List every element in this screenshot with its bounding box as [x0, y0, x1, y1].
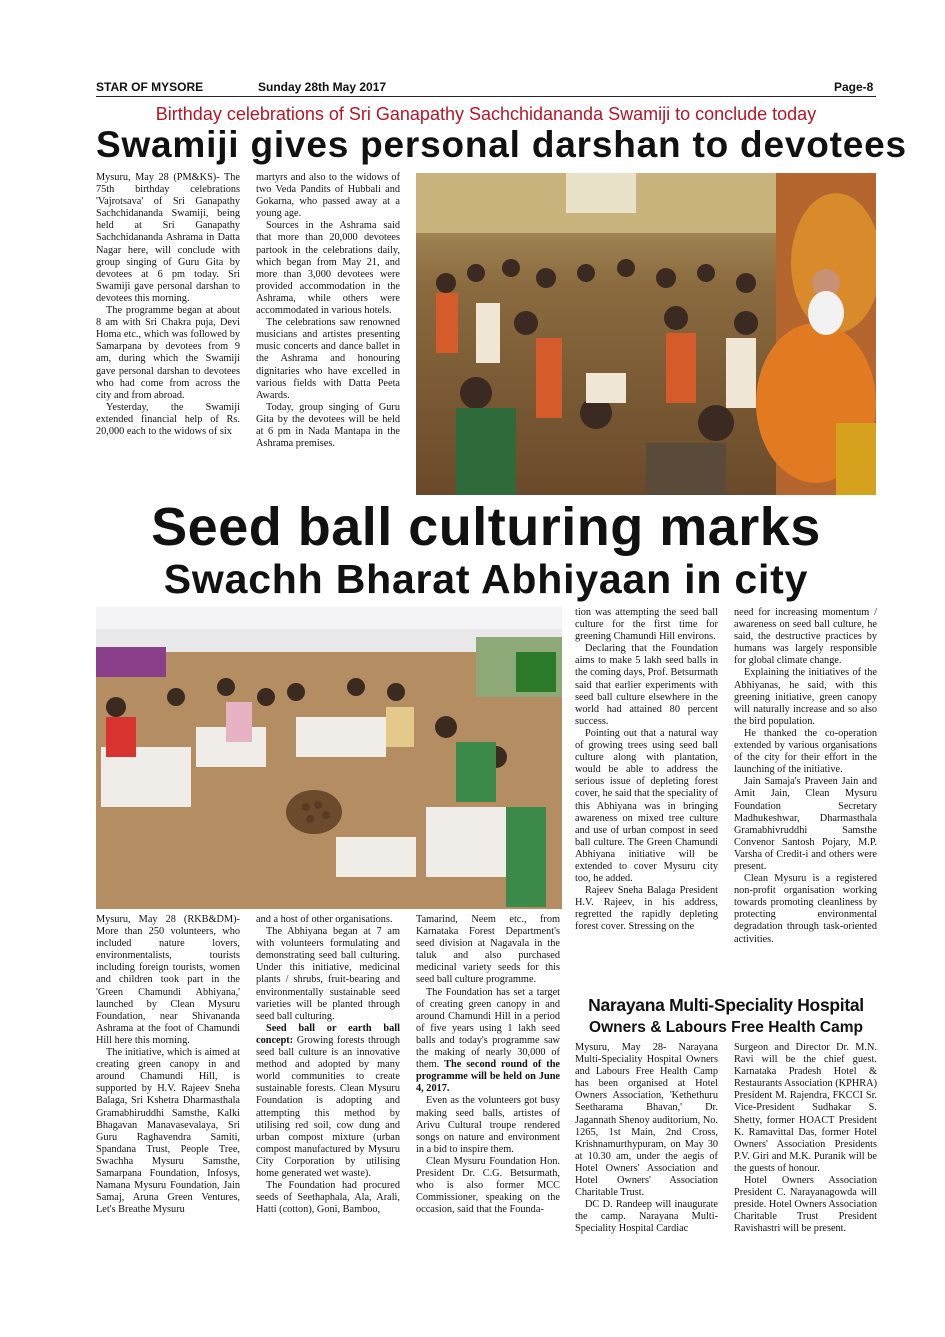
paragraph: Mysuru, May 28- Narayana Multi-Speciality Hospital Owners and Labours Free Health Camp has been organised at Hotel Owners Association, 'Kethethuru Seetharama Bhavan,' Dr. Jagannath Shenoy auditorium, No. 1265, 1st Main, 2nd Cross, Krishnamurthypuram, on May 30 at 10.30 am, under the aegis of Hotel Owners' Association and Hotel Owners' Association Charitable Trust. — [575, 1042, 718, 1199]
paragraph: Clean Mysuru is a registered non-profit organisation working towards promoting cleanliness by protecting environmental degradation through task-oriented activities. — [734, 873, 877, 945]
masthead-rule — [96, 96, 876, 97]
paragraph: and a host of other organisations. — [256, 914, 393, 925]
story2-column-3 — [575, 607, 718, 987]
story2-headline-line1: Seed ball culturing marks — [151, 497, 821, 557]
paragraph: Tamarind, Neem etc., from Karnataka Forest Department's seed division at Nagavala in the taluk and also purchased medicinal variety seeds for this seed ball culture programme. — [416, 914, 560, 986]
story1-column-2 — [256, 172, 400, 494]
story3-column-1 — [575, 1042, 718, 1266]
story3-headline-line2: Owners & Labours Free Health Camp — [589, 1019, 863, 1036]
paragraph: The programme began at about 8 am with Sri Chakra puja, Devi Homa etc., which was followed by Samarpana by devotees from 9 am, during which the Swamiji gave personal darshan to devotees who had come from across the city and from abroad. — [96, 305, 240, 401]
paragraph: The Abhiyana began at 7 am with volunteers formulating and demonstrating seed ball culturing. Under this initiative, medicinal plants / shrubs, fruit-bearing and environmentally sustainable seed varieties will be planted through seed ball culturing. — [256, 926, 400, 1022]
issue-date: Sunday 28th May 2017 — [258, 80, 387, 94]
story1-headline: Swamiji gives personal darshan to devotees — [96, 124, 907, 165]
paragraph: He thanked the co-operation extended by various organisations of the city for their effort in the launching of the initiative. — [734, 727, 877, 776]
story1-kicker: Birthday celebrations of Sri Ganapathy Sachchidananda Swamiji to conclude today — [155, 104, 817, 124]
paragraph: Mysuru, May 28 (PM&KS)- The 75th birthday celebrations 'Vajrotsava' of Sri Ganapathy Sachchidananda Swamiji, being held at Sri Ganapathy Sachchidananda Ashrama in Datta Nagar here, will conclude with group singing of Guru Gita by devotees at 6 pm today. Sri Swamiji gave personal darshan to devotees this morning. — [96, 172, 240, 304]
story2-column-1 — [96, 914, 240, 1264]
story1-column-1 — [96, 172, 240, 494]
paper-name: STAR OF MYSORE — [96, 80, 204, 94]
paragraph: Today, group singing of Guru Gita by the devotees will be held at 6 pm in Nada Mantapa in the Ashrama premises. — [256, 401, 400, 450]
paragraph: Rajeev Sneha Balaga President H.V. Rajeev, in his address, regretted the rapidly depleting forest cover. Stressing on the — [575, 885, 718, 933]
story2-headline-line2: Swachh Bharat Abhiyaan in city — [163, 556, 809, 602]
paragraph: The initiative, which is aimed at creating green canopy in and around Chamundi Hill, is supported by H.V. Rajeev Sneha Balaga, Sri Kshetra Dharmasthala Gramabhiruddhi Samsthe, Kalki Bhagavan Manavasevalaya, Sri Guru Raghavendra Samiti, Spandana Trust, People Tree, Swachha Mysuru Samsthe, Samarpana Foundation, Infosys, Namana Mysuru Foundation, Jain Samaj, Aruna Green Ventures, Let's Breathe Mysuru — [96, 1047, 240, 1216]
story2-column-4 — [734, 607, 877, 987]
seed-ball-photo — [96, 607, 562, 909]
paragraph: Sources in the Ashrama said that more than 20,000 devotees partook in the celebrations daily, which began from May 21, and more than 3,000 devotees were provided accommodation in the Ashrama, while others were accommodated in various hotels. — [256, 220, 400, 317]
paragraph: Even as the volunteers got busy making seed balls, artistes of Arivu Cultural troupe rendered songs on nature and environment in a bid to inspire them. — [416, 1095, 560, 1155]
second-round-note: The second round of the programme will be held on June 4, 2017. — [416, 1059, 560, 1095]
paragraph: Explaining the initiatives of the Abhiyanas, he said, with this greening initiative, green canopy will naturally increase and so also the bird population. — [734, 667, 877, 727]
paragraph-text: Growing forests through seed ball culture is an innovative method and adopted by many world communities to create sustainable forests. Clean Mysuru Foundation is adopting and attempting this method by utilising red soil, cow dung and urban compost mixture (urban compost manufactured by Mysuru City Corporation by utilising home generated wet waste). — [256, 1034, 400, 1179]
paragraph — [416, 987, 560, 1096]
story2-column-2b — [416, 914, 560, 1264]
paragraph: Jain Samaja's Praveen Jain and Amit Jain, Clean Mysuru Foundation Secretary Madhukeshwar, Dharmasthala Gramabhivruddhi Samsthe Convenor Santosh Pojary, M.P. Varsha of Credit-i and others were present. — [734, 776, 877, 872]
page-number: Page-8 — [834, 80, 874, 94]
paragraph-text: The Foundation has set a target of creating green canopy in and around Chamundi Hill in a period of five years using 1 lakh seed balls and today's programme saw the making of nearly 30,000 of them. — [416, 986, 560, 1071]
seed-ball-photo-graphic — [96, 607, 562, 909]
paragraph: Pointing out that a natural way of growing trees using seed ball culture along with plantation, would be able to address the serious issue of depleting forest cover, he said that the speciality of this Abhiyana was in bringing awareness on mixed tree culture and use of urban compost in seed ball culture. The Green Chamundi Abhiyana initiative will be extended to cover Mysuru city too, he added. — [575, 727, 718, 885]
story3-column-2 — [734, 1042, 877, 1266]
paragraph: Hotel Owners Association President C. Narayanagowda will preside. Hotel Owners Association Charitable Trust President Ravishastri will be present. — [734, 1175, 877, 1235]
story3-headline-line1: Narayana Multi-Speciality Hospital — [588, 995, 864, 1015]
paragraph: Yesterday, the Swamiji extended financial help of Rs. 20,000 each to the widows of six — [96, 401, 240, 437]
paragraph — [256, 1023, 400, 1180]
paragraph: The Foundation had procured seeds of Seethaphala, Ala, Arali, Hatti (cotton), Goni, Bamboo, — [256, 1180, 400, 1216]
paragraph: Surgeon and Director Dr. M.N. Ravi will be the chief guest. Karnataka Pradesh Hotel & Restaurants Association (KPHRA) President M. Rajendra, FKCCI Sr. Vice-President Sudhakar S. Shetty, former HOACT President K. Ramavittal Das, former Hotel Owners' Association Presidents P.V. Giri and M.K. Puranik will be the guests of honour. — [734, 1042, 877, 1174]
swamiji-photo-graphic — [416, 173, 876, 495]
paragraph: tion was attempting the seed ball culture for the first time for greening Chamundi Hill environs. — [575, 607, 718, 643]
paragraph: DC D. Randeep will inaugurate the camp. Narayana Multi-Speciality Hospital Cardiac — [575, 1199, 718, 1235]
swamiji-darshan-photo — [416, 173, 876, 495]
subhead-seed-ball: Seed ball or earth ball concept: — [256, 1022, 400, 1046]
story2-column-2 — [256, 914, 400, 1264]
paragraph: Mysuru, May 28 (RKB&DM)- More than 250 volunteers, who included nature lovers, environmentalists, tourists including foreign tourists, women and children took part in the 'Green Chamundi Abhiyana,' launched by Clean Mysuru Foundation, near Shivananda Ashrama at the foot of Chamundi Hill here this morning. — [96, 914, 240, 1046]
paragraph: Clean Mysuru Foundation Hon. President Dr. C.G. Betsurmath, who is also former MCC Commissioner, speaking on the occasion, said that the Founda- — [416, 1155, 560, 1216]
paragraph: The celebrations saw renowned musicians and artistes presenting music concerts and dance ballet in the Ashrama and honouring dignitaries who have excelled in various fields with Datta Peeta Awards. — [256, 317, 400, 401]
paragraph: Declaring that the Foundation aims to make 5 lakh seed balls in the coming days, Prof. Betsurmath said that earlier experiments with seed ball culture elsewhere in the world had attained 80 percent success. — [575, 643, 718, 727]
paragraph: martyrs and also to the widows of two Veda Pandits of Hubbali and Gokarna, who passed away at a young age. — [256, 172, 400, 220]
paragraph: need for increasing momentum / awareness on seed ball culture, he said, the destructive practices by humans was largely responsible for global climate change. — [734, 607, 877, 667]
